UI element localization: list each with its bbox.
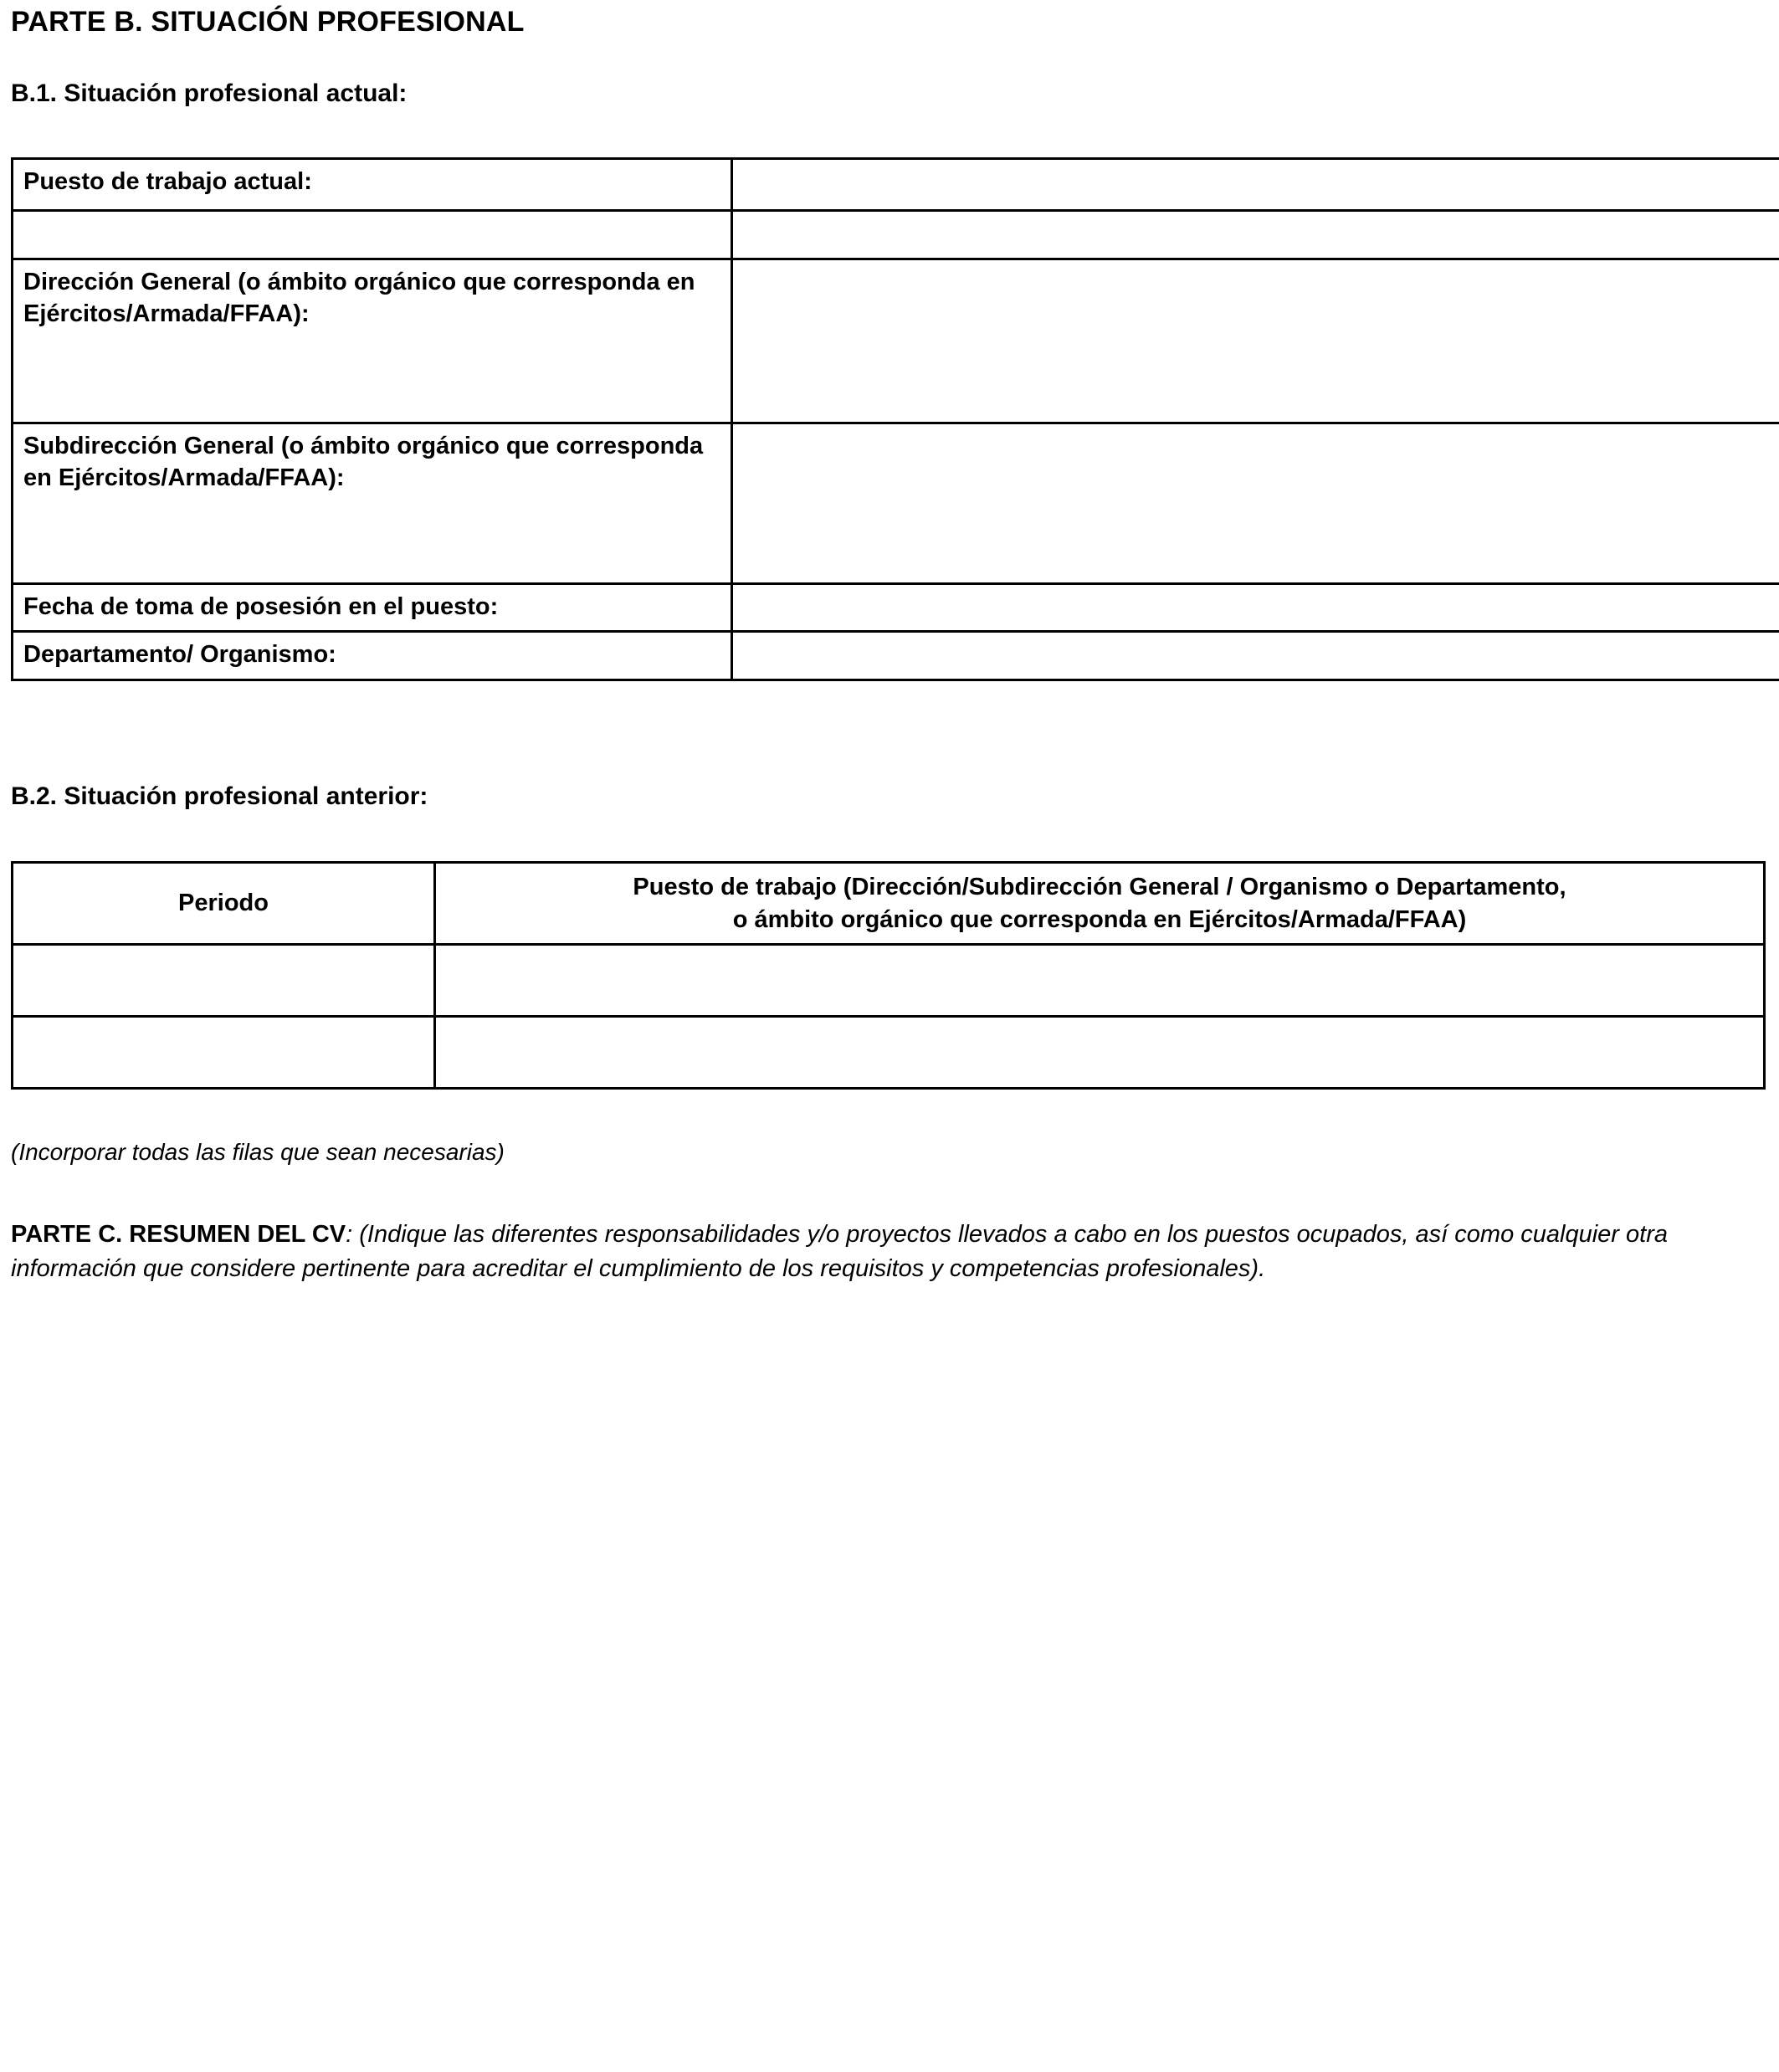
table-row (13, 631, 1779, 680)
section-b2-heading: B.2. Situación profesional anterior: (11, 782, 428, 810)
table-row (13, 211, 1779, 259)
table-row (13, 1017, 1765, 1089)
label-subdireccion-general: Subdirección General (o ámbito orgánico que corresponda en Ejércitos/Armada/FFAA): (13, 423, 732, 584)
table-row (13, 259, 1779, 423)
label-fecha-toma-posesion: Fecha de toma de posesión en el puesto: (13, 584, 732, 632)
label-puesto-trabajo-actual: Puesto de trabajo actual: (13, 159, 732, 211)
part-c-block (11, 1218, 1757, 1286)
label-direccion-general: Dirección General (o ámbito orgánico que corresponda en Ejércitos/Armada/FFAA): (13, 259, 732, 423)
note-incorporar-filas: (Incorporar todas las filas que sean necesarias) (11, 1139, 505, 1165)
field-blank-row[interactable] (732, 211, 1779, 259)
table-situacion-profesional-actual (11, 157, 1779, 681)
table-situacion-profesional-anterior (11, 861, 1766, 1090)
table-row (13, 159, 1779, 211)
field-departamento-organismo[interactable] (732, 631, 1779, 680)
field-puesto-2[interactable] (435, 1017, 1765, 1089)
part-b-title: PARTE B. SITUACIÓN PROFESIONAL (11, 6, 525, 38)
field-direccion-general[interactable] (732, 259, 1779, 423)
column-header-line-2: o ámbito orgánico que corresponda en Ejércitos/Armada/FFAA) (732, 905, 1467, 933)
column-header-puesto-trabajo (435, 863, 1765, 945)
table-row (13, 945, 1765, 1017)
table-row (13, 584, 1779, 632)
table-row (13, 423, 1779, 584)
part-c-body: : (Indique las diferentes responsabilidades y/o proyectos llevados a cabo en los puestos ocupados, así como cualquier otra información que considere pertinente para acreditar el cumplimiento de los requisitos y competencias profesionales). (11, 1221, 1668, 1283)
field-subdireccion-general[interactable] (732, 423, 1779, 584)
table-header-row (13, 863, 1765, 945)
section-b1-heading: B.1. Situación profesional actual: (11, 79, 408, 107)
field-periodo-1[interactable] (13, 945, 435, 1017)
label-blank-row (13, 211, 732, 259)
field-fecha-toma-posesion[interactable] (732, 584, 1779, 632)
label-departamento-organismo: Departamento/ Organismo: (13, 631, 732, 680)
field-puesto-1[interactable] (435, 945, 1765, 1017)
column-header-periodo: Periodo (13, 863, 435, 945)
field-puesto-trabajo-actual[interactable] (732, 159, 1779, 211)
field-periodo-2[interactable] (13, 1017, 435, 1089)
column-header-line-1: Puesto de trabajo (Dirección/Subdirección General / Organismo o Departamento, (633, 874, 1566, 901)
part-c-title: PARTE C. RESUMEN DEL CV (11, 1221, 346, 1248)
